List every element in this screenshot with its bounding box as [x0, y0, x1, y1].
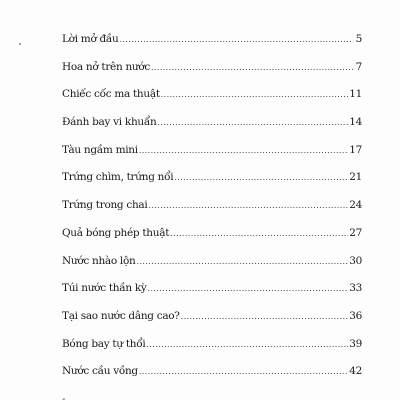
toc-entry-page: 39 [349, 337, 362, 350]
toc-entry-title: Bóng bay tự thổi [62, 337, 146, 350]
toc-entry [62, 310, 362, 338]
dot-leader [170, 230, 348, 238]
dot-leader [151, 64, 353, 72]
toc-entry-title: Tại sao nước dâng cao? [62, 309, 180, 322]
toc-entry [62, 61, 362, 89]
toc-entry [62, 199, 362, 227]
dot-leader [148, 202, 348, 210]
table-of-contents [62, 33, 362, 393]
toc-entry-page: 24 [349, 199, 362, 212]
toc-entry-page: 42 [349, 365, 362, 378]
toc-entry-title: Túi nước thần kỳ [62, 282, 147, 295]
toc-entry-page: 17 [349, 143, 362, 156]
toc-entry-title: Nước cầu vồng [62, 365, 138, 378]
toc-entry-page: 36 [349, 309, 362, 322]
toc-entry-title: Hoa nở trên nước [62, 60, 150, 73]
dot-leader [136, 258, 348, 266]
toc-entry-title: Trứng trong chai [62, 199, 148, 212]
toc-entry [62, 255, 362, 283]
dot-leader [120, 36, 353, 44]
dot-leader [161, 91, 349, 99]
toc-entry-title: Chiếc cốc ma thuật [62, 88, 160, 101]
toc-entry [62, 365, 362, 393]
toc-entry [62, 282, 362, 310]
toc-entry [62, 116, 362, 144]
toc-entry-title: Lời mở đầu [62, 33, 119, 45]
toc-entry-page: 21 [349, 171, 362, 184]
toc-entry [62, 33, 362, 61]
toc-entry-page: 27 [349, 226, 362, 239]
toc-entry-page: 33 [349, 282, 362, 295]
scan-speck [19, 43, 21, 45]
toc-entry-title: Đánh bay vi khuẩn [62, 116, 157, 129]
dot-leader [181, 313, 349, 321]
toc-entry-page: 30 [349, 254, 362, 267]
toc-entry [62, 338, 362, 366]
toc-entry [62, 88, 362, 116]
toc-entry-title: Trứng chìm, trứng nổi [62, 171, 174, 184]
cutoff-next-entry: - [62, 394, 66, 400]
dot-leader [139, 147, 348, 155]
toc-entry-page: 14 [349, 116, 362, 129]
dot-leader [148, 285, 349, 293]
toc-entry [62, 144, 362, 172]
toc-entry [62, 171, 362, 199]
dot-leader [139, 368, 348, 376]
toc-entry [62, 227, 362, 255]
toc-entry-title: Quả bóng phép thuật [62, 226, 170, 239]
toc-entry-page: 7 [355, 60, 362, 73]
toc-entry-title: Nước nhào lộn [62, 254, 136, 267]
dot-leader [174, 174, 348, 182]
toc-entry-page: 5 [355, 33, 362, 45]
toc-entry-page: 11 [349, 88, 362, 101]
toc-entry-title: Tàu ngầm mini [62, 143, 138, 156]
dot-leader [146, 341, 348, 349]
dot-leader [157, 119, 348, 127]
